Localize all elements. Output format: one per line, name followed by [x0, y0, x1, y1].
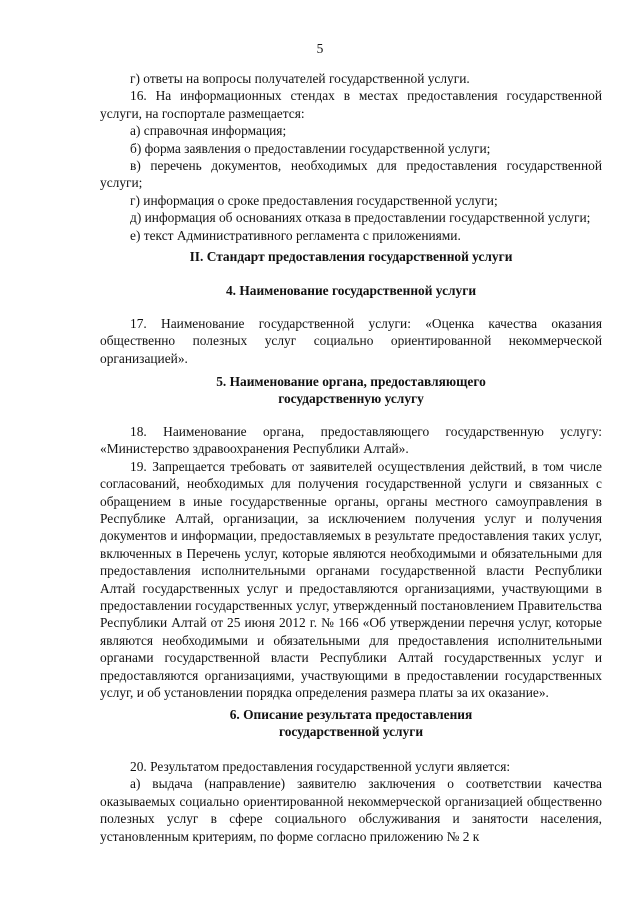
paragraph: г) ответы на вопросы получателей государственной услуги. — [130, 71, 470, 86]
heading-line: 6. Описание результата предоставления — [229, 707, 473, 722]
section-heading-4: 4. Наименование государственной услуги — [225, 283, 477, 298]
paragraph-20: 20. Результатом предоставления государственной услуги является: — [130, 759, 511, 774]
section-heading-5 — [100, 373, 602, 408]
section-4-body — [100, 315, 602, 367]
section-5-body — [100, 423, 602, 702]
list-item: а) справочная информация; — [130, 123, 287, 139]
list-item: д) информация об основаниях отказа в предоставлении государственной услуги; — [130, 210, 591, 226]
section-heading-2: II. Стандарт предоставления государственной услуги — [189, 249, 513, 264]
section-heading-6 — [100, 706, 602, 741]
paragraph-17: 17. Наименование государственной услуги: «Оценка качества оказания общественно полезных услуг социально ориентированной некоммерческой организацией». — [100, 316, 602, 366]
list-item: в) перечень документов, необходимых для предоставления государственной услуги; — [100, 158, 602, 191]
list-item: г) информация о сроке предоставления государственной услуги; — [130, 192, 498, 208]
heading-line: 5. Наименование органа, предоставляющего — [216, 374, 486, 389]
paragraph-18: 18. Наименование органа, предоставляющего государственную услугу: «Министерство здравоохранения Республики Алтай». — [100, 424, 602, 457]
list-item: а) выдача (направление) заявителю заключения о соответствии качества оказываемых социально ориентированной некоммерческой организацией общественно полезных услуг в сфере социального обслуживания и занятости населения, установленным критериям, по форме согласно приложению № 2 к — [100, 776, 602, 844]
paragraph-16: 16. На информационных стендах в местах предоставления государственной услуги, на госпортале размещается: — [100, 88, 602, 121]
list-item: б) форма заявления о предоставлении государственной услуги; — [130, 140, 491, 156]
heading-line: государственной услуги — [278, 724, 424, 740]
heading-line: государственную услугу — [278, 391, 424, 407]
section-6-body — [100, 758, 602, 845]
page-number: 5 — [316, 41, 324, 56]
info-list-block — [100, 70, 602, 244]
list-item: е) текст Административного регламента с приложениями. — [130, 227, 461, 243]
paragraph-19: 19. Запрещается требовать от заявителей осуществления действий, в том числе согласований, необходимых для получения государственной услуги и связанных с обращением в иные государственные органы, органы местного самоуправления в Республике Алтай, организации, за исключением получения услуг и получения документов и информации, предоставляемых в результате предоставления таких услуг, включенных в Перечень услуг, которые являются необходимыми и обязательными для предоставления исполнительными органами государственной власти Республики Алтай государственных услуг и предоставляются организациями, участвующими в предоставлении государственных услуг, утвержденный постановлением Правительства Республики Алтай от 25 июня 2012 г. № 166 «Об утверждении перечня услуг, которые являются необходимыми и обязательными для предоставления исполнительными органами государственной власти Республики Алтай государственных услуг и предоставляются организациями, участвующими в предоставлении государственных услуг, и об установлении порядка определения размера платы за их оказание». — [100, 458, 602, 701]
